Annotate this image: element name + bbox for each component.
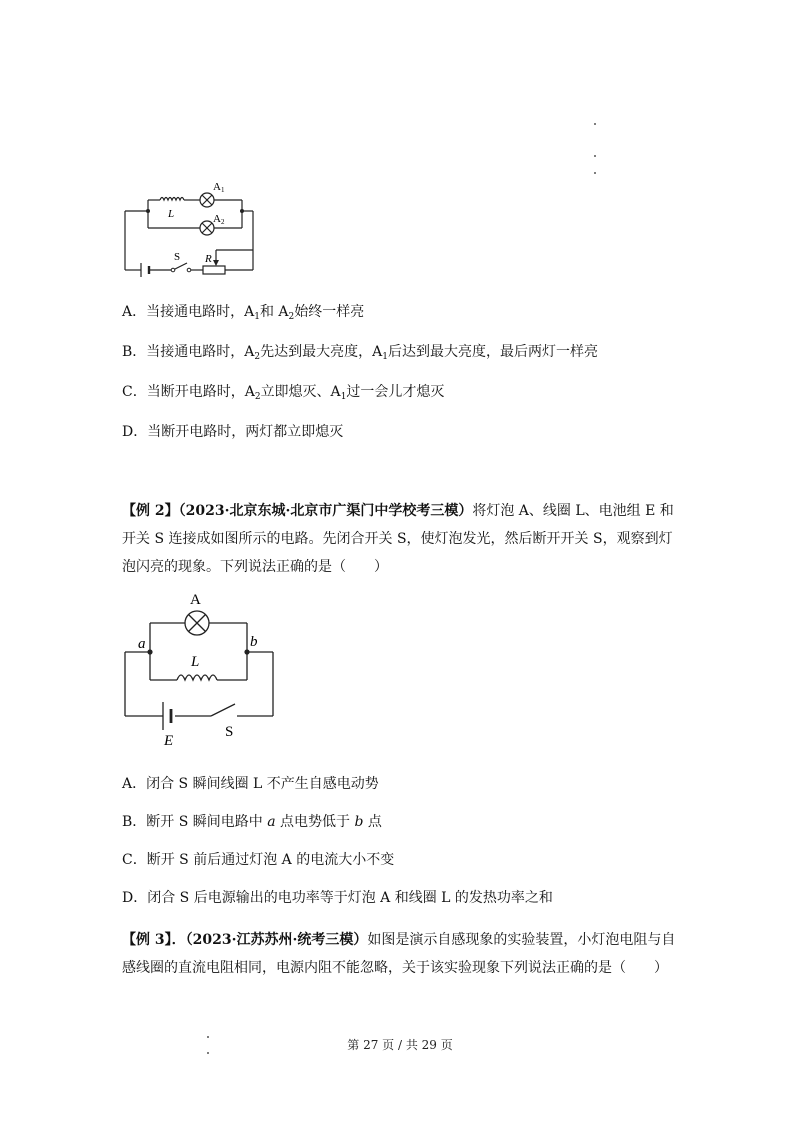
speck [594, 123, 596, 125]
speck [594, 172, 596, 174]
page-number: 第 27 页 / 共 29 页 [347, 1038, 453, 1052]
example-3-source: ．（2023·江苏苏州·统考三模） [171, 932, 368, 948]
example-3-tag: 【例 3】 [122, 932, 172, 948]
fig2-label-E: E [164, 733, 174, 749]
fig1-label-S: S [174, 251, 181, 263]
speck [594, 155, 596, 157]
fig1-label-L: L [168, 208, 175, 220]
example-2-stem: 【例 2】（2023·北京东城·北京市广渠门中学校考三模）将灯泡 A、线圈 L、电池组 E 和开关 S 连接成如图所示的电路。先闭合开关 S，使灯泡发光，然后断开开关 S，观察到灯泡闪亮的现象。下列说法正确的是（ ） [122, 503, 674, 575]
fig2-label-S: S [225, 724, 234, 740]
fig1-label-A2: A2 [213, 213, 225, 226]
fig2-label-A: A [190, 592, 201, 608]
example-2-tag: 【例 2】 [122, 503, 179, 519]
fig1-label-R: R [205, 253, 212, 265]
example-2-source: （2023·北京东城·北京市广渠门中学校考三模） [178, 503, 473, 519]
fig1-label-A1: A1 [213, 181, 225, 194]
circuit-figure-1 [115, 180, 275, 280]
q2-option-b: B．断开 S 瞬间电路中 a 点电势低于 b 点 [122, 814, 382, 830]
circuit-figure-2 [115, 580, 285, 750]
q1-option-c: C．当断开电路时，$A_2$立即熄灭、$A_1$过一会儿才熄灭 [122, 384, 445, 402]
q1-option-a: A．当接通电路时，$A_1$和 $A_2$始终一样亮 [122, 304, 365, 322]
q2-option-d: D．闭合 S 后电源输出的电功率等于灯泡 A 和线圈 L 的发热功率之和 [122, 890, 553, 906]
q1-option-d: D．当断开电路时，两灯都立即熄灭 [122, 424, 344, 440]
fig2-label-L: L [191, 654, 200, 670]
q2-option-c: C．断开 S 前后通过灯泡 A 的电流大小不变 [122, 852, 395, 868]
fig2-label-a: a [138, 636, 146, 652]
q2-option-a: A．闭合 S 瞬间线圈 L 不产生自感电动势 [122, 776, 379, 792]
q1-option-b: B．当接通电路时，$A_2$先达到最大亮度，$A_1$后达到最大亮度，最后两灯一样亮 [122, 344, 598, 362]
example-3-stem: 【例 3】．（2023·江苏苏州·统考三模）如图是演示自感现象的实验装置，小灯泡电阻与自感线圈的直流电阻相同，电源内阻不能忽略，关于该实验现象下列说法正确的是（ ） [122, 932, 676, 976]
fig2-label-b: b [250, 634, 258, 650]
